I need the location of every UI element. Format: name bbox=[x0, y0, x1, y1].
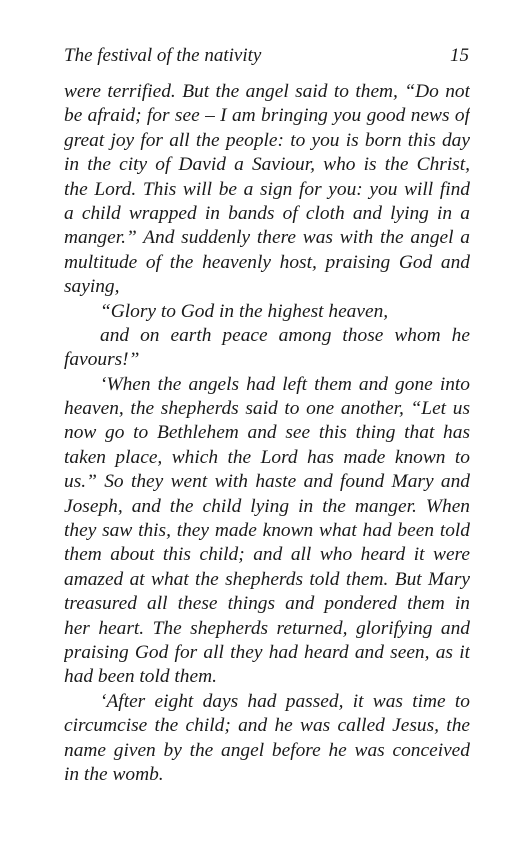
text-line: her heart. The shepherds returned, glorifying and bbox=[64, 617, 470, 639]
text-line: the Lord. This will be a sign for you: you will find bbox=[64, 178, 470, 200]
text-line: name given by the angel before he was conceived bbox=[64, 739, 470, 761]
text-line: favours!” bbox=[64, 349, 140, 371]
text-line: in the city of David a Saviour, who is the Christ, bbox=[64, 154, 470, 176]
text-line: us.” So they went with haste and found Mary and bbox=[64, 471, 470, 493]
text-line: heaven, the shepherds said to one another, “Let us bbox=[64, 398, 470, 420]
text-line: they saw this, they made known what had been told bbox=[64, 520, 470, 542]
text-line: be afraid; for see – I am bringing you good news of bbox=[64, 105, 470, 127]
text-line: them about this child; and all who heard it were bbox=[64, 544, 470, 566]
text-line: Joseph, and the child lying in the manger. When bbox=[64, 495, 470, 517]
text-line: amazed at what the shepherds told them. But Mary bbox=[64, 568, 470, 590]
text-line: multitude of the heavenly host, praising God and bbox=[64, 251, 470, 273]
text-line: a child wrapped in bands of cloth and lying in a bbox=[64, 202, 470, 224]
text-line: praising God for all they had heard and seen, as it bbox=[64, 641, 470, 663]
page-number: 15 bbox=[450, 45, 469, 66]
chapter-title: The festival of the nativity bbox=[64, 45, 262, 66]
text-line: now go to Bethlehem and see this thing that has bbox=[64, 422, 470, 444]
text-line: in the womb. bbox=[64, 763, 164, 785]
text-line: were terrified. But the angel said to them, “Do not bbox=[64, 81, 470, 102]
text-line: great joy for all the people: to you is born this day bbox=[64, 129, 470, 151]
text-line: saying, bbox=[64, 276, 120, 298]
text-line: ‘After eight days had passed, it was time to bbox=[100, 690, 470, 712]
text-line: had been told them. bbox=[64, 666, 217, 688]
text-line: manger.” And suddenly there was with the angel a bbox=[64, 227, 470, 249]
text-line: taken place, which the Lord has made known to bbox=[64, 446, 470, 468]
text-line: circumcise the child; and he was called Jesus, the bbox=[64, 715, 470, 737]
text-line: “Glory to God in the highest heaven, bbox=[100, 300, 389, 322]
text-line: ‘When the angels had left them and gone into bbox=[100, 373, 470, 395]
text-line: and on earth peace among those whom he bbox=[100, 324, 470, 346]
body-text bbox=[64, 80, 470, 787]
text-line: treasured all these things and pondered them in bbox=[64, 593, 470, 615]
